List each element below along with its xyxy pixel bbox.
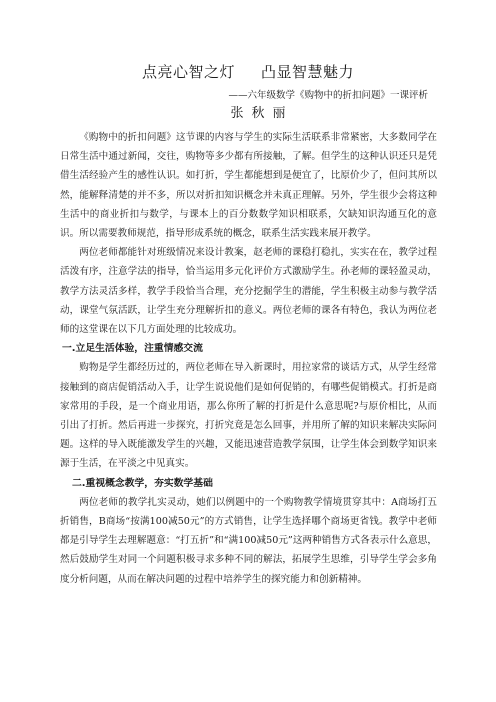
section-2-paragraph: 两位老师的教学扎实灵动，她们以例题中的一个购物教学情境贯穿其中：A商场打五折销售，B商场“按满100减50元”的方式销售，让学生选择哪个商场更省钱。教学中老师都是引导学生去理解题意：“打五折”和“满100减50元”这两种销售方式各表示什么意思，然后鼓励学生对同一个问题积极寻求多种不同的解法，拓展学生思维，引导学生学会多角度分析问题，从而在解决问题的过程中培养学生的探究能力和创新精神。 [60, 496, 437, 585]
section-1-heading: 一.立足生活体验，注重情感交流 [62, 343, 203, 355]
section-2-heading: 二.重视概念教学，夯实数学基础 [72, 477, 213, 489]
article-body [60, 128, 437, 589]
page-subtitle: ——六年级数学《购物中的折扣问题》一课评析 [228, 90, 428, 101]
intro-paragraph-2: 两位老师都能针对班级情况来设计教案，赵老师的课稳打稳扎，实实在在，教学过程活泼有序，注意学法的指导，恰当运用多元化评价方式激励学生。孙老师的课轻盈灵动，教学方法灵活多样，教学手段恰当合理，充分挖掘学生的潜能，学生积极主动参与教学活动，课堂气氛活跃，让学生充分理解折扣的意义。两位老师的课各有特色，我认为两位老师的这堂课在以下几方面处理的比较成功。 [60, 247, 437, 336]
page-title [0, 63, 496, 81]
author-name: 张秋丽 [230, 106, 294, 121]
intro-paragraph-1: 《购物中的折扣问题》这节课的内容与学生的实际生活联系非常紧密，大多数同学在日常生活中通过新闻，交往，购物等多少都有所接触，了解。但学生的这种认识还只是凭借生活经验产生的感性认识。如打折，学生都能想到是便宜了，比原价少了，但问其所以然，能解释清楚的并不多，所以对折扣知识概念并未真正理解。另外，学生很少会将这种生活中的商业折扣与数学，与课本上的百分数数学知识相联系，欠缺知识沟通互化的意识。所以需要教师规范，指导形成系统的概念，联系生活实践来展开教学。 [60, 132, 437, 240]
title-part-1: 点亮心智之灯 [141, 63, 235, 81]
section-1-paragraph: 购物是学生都经历过的，两位老师在导入新课时，用拉家常的谈话方式，从学生经常接触到的商店促销活动入手，让学生说说他们是如何促销的，有哪些促销模式。打折是商家常用的手段，是一个商业用语，那么你所了解的打折是什么意思呢?与原价相比，从而引出了打折。然后再进一步探究，打折究竟是怎么回事，并用所了解的知识来解决实际问题。这样的导入既能激发学生的兴趣，又能迅速营造教学氛围，让学生体会到数学知识来源于生活，在平淡之中见真实。 [60, 362, 437, 470]
title-part-2: 凸显智慧魅力 [261, 63, 355, 81]
